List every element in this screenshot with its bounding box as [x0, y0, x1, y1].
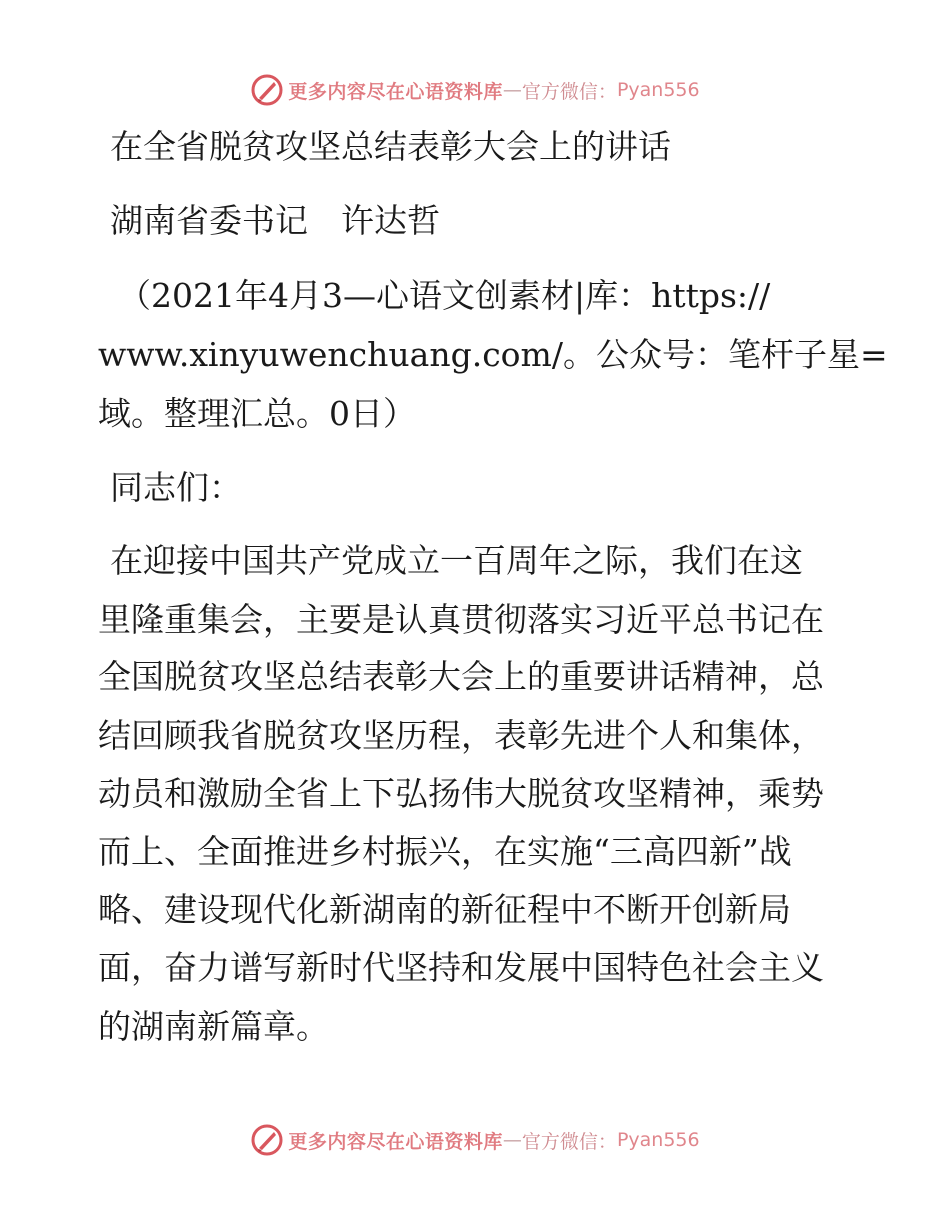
source-line: （2021年4月3—心语文创素材|库：https://: [118, 276, 771, 315]
banner-text: 更多内容尽在心语资料库: [288, 1130, 503, 1153]
footer-banner: [0, 1120, 950, 1160]
body-line: 的湖南新篇章。: [98, 1007, 329, 1046]
banner-wechat-id: Pyan556: [616, 1129, 700, 1151]
banner-separator: —: [502, 79, 522, 101]
body-line: 面，奋力谱写新时代坚持和发展中国特色社会主义: [98, 948, 824, 987]
banner-separator: —: [502, 1129, 522, 1151]
banner-label: 官方微信：: [521, 80, 617, 103]
source-line: www.xinyuwenchuang.com/。公众号：笔杆子星=: [98, 335, 888, 374]
banner-text: 更多内容尽在心语资料库: [288, 80, 503, 103]
body-line: 动员和激励全省上下弘扬伟大脱贫攻坚精神，乘势: [98, 774, 824, 813]
quill-logo-icon: [250, 1123, 284, 1157]
source-line: 域。整理汇总。0日）: [98, 394, 416, 433]
author-line: 湖南省委书记 许达哲: [110, 201, 440, 240]
page-title: 在全省脱贫攻坚总结表彰大会上的讲话: [110, 127, 671, 166]
salutation: 同志们：: [110, 468, 242, 507]
banner-label: 官方微信：: [521, 1130, 617, 1153]
body-line: 全国脱贫攻坚总结表彰大会上的重要讲话精神，总: [98, 657, 824, 696]
body-line: 略、建设现代化新湖南的新征程中不断开创新局: [98, 890, 791, 929]
body-line: 里隆重集会，主要是认真贯彻落实习近平总书记在: [98, 600, 824, 639]
quill-logo-icon: [250, 73, 284, 107]
body-line: 而上、全面推进乡村振兴，在实施“三高四新”战: [98, 832, 792, 871]
header-banner: [0, 70, 950, 110]
body-line: 结回顾我省脱贫攻坚历程，表彰先进个人和集体，: [98, 716, 824, 755]
body-line: 在迎接中国共产党成立一百周年之际，我们在这: [110, 541, 803, 580]
banner-wechat-id: Pyan556: [616, 79, 700, 101]
